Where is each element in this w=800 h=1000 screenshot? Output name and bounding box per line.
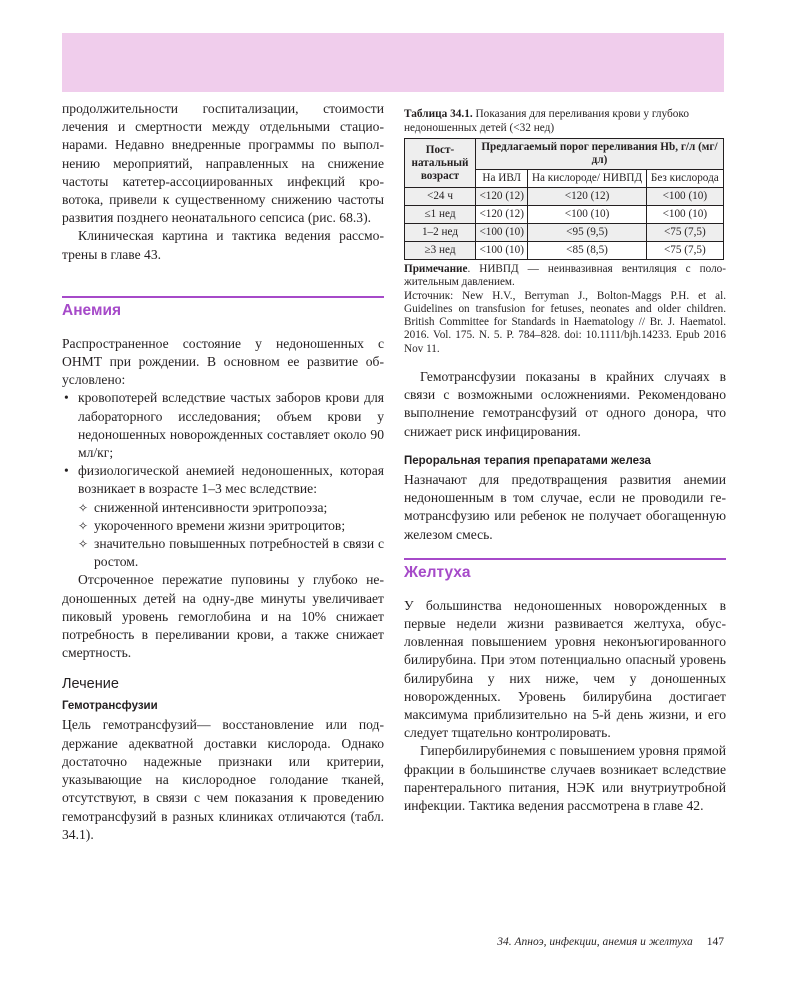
table-caption — [404, 108, 726, 135]
table-cell: <100 (10) — [528, 206, 646, 224]
table-cell: <120 (12) — [476, 206, 528, 224]
list-item: • кровопотерей вследствие частых заборов крови для лабораторного исследования; объем крови у недоношенных новорожденных составляет около 90 мл/кг; — [62, 389, 384, 462]
table-cell-age: ≥3 нед — [405, 242, 476, 260]
table-cell: <75 (7,5) — [646, 224, 723, 242]
table-cell: <100 (10) — [476, 224, 528, 242]
jaundice-paragraph-1: У большинства недоношенных новорожденных в первые недели жизни развивается желтуха, обусловленная повышением уровня неконъюгированного билирубина. При этом потенциально опасный уровень билирубина у них ниже, чем у доношенных новорожденных. Уровень билирубина достигает максимума приблизительно на 5-й день жизни, и его следует тщательно контролировать. — [404, 597, 726, 741]
extreme-cases-paragraph: Гемотрансфузии показаны в крайних случаях в связи с возможными осложнениями. Рекомендовано выполнение гемотрансфузий от одного донора, что снижает риск инфицирования. — [404, 369, 726, 439]
table-row — [405, 188, 724, 206]
table-cell: <95 (9,5) — [528, 224, 646, 242]
anemia-subcauses-list — [78, 499, 384, 572]
footer-chapter: 34. Апноэ, инфекции, анемия и желтуха — [497, 936, 693, 948]
table-note-label: Примечание — [404, 263, 468, 275]
sub-list-item: ✧ укороченного времени жизни эритроцитов; — [78, 517, 384, 535]
table-subheader: На ИВЛ — [476, 170, 528, 188]
table-cell: <75 (7,5) — [646, 242, 723, 260]
table-caption-label: Таблица 34.1. — [404, 108, 473, 120]
transfusion-paragraph: Цель гемотрансфузий— восстановление или поддержание адекватной доставки кислорода. Однако достаточно надежные признаки или критерии, указывающие на кислородное голодание тканей, отсутствуют, в связи с чем показания к проведению гемотрансфузий в разных клиниках отличаются (табл. 34.1). — [62, 717, 384, 842]
table-cell: <85 (8,5) — [528, 242, 646, 260]
table-row — [405, 242, 724, 260]
page-footer — [497, 936, 724, 948]
table-caption-text: Показания для переливания крови у глубоко недоношенных детей (<32 нед) — [404, 108, 689, 134]
iron-therapy-heading: Пероральная терапия препаратами железа — [404, 454, 651, 467]
table-cell-age: <24 ч — [405, 188, 476, 206]
table-cell: <120 (12) — [528, 188, 646, 206]
treatment-heading: Лечение — [62, 676, 119, 693]
transfusion-threshold-table — [404, 138, 724, 260]
table-note — [404, 263, 726, 290]
anemia-causes-list — [62, 389, 384, 571]
table-cell-age: ≤1 нед — [405, 206, 476, 224]
iron-therapy-paragraph: Назначают для предотвращения развития анемии недоношенным в том случае, если не проводили гемотрансфузию или ребенок не получает обогащенную железом смесь. — [404, 471, 726, 542]
table-subheader: На кислороде/ НИВПД — [528, 170, 646, 188]
intro-paragraph: продолжительности госпитализации, стоимости лечения и смертности между отдельными стационарами. Недавно внедренные программы по выполнению мероприятий, направленных на снижение частоты катетер-ассоциированных инфекций кровотока, привели к существенному снижению частоты развития позднего неонатального сепсиса (рис. 68.3). — [62, 101, 384, 226]
jaundice-paragraph-2: Гипербилирубинемия с повышением уровня прямой фракции в большинстве случаев возникает вследствие парентерального питания, НЭК или внутриутробной инфекции. Тактика ведения рассмотрена в главе 42. — [404, 743, 726, 813]
table-cell-age: 1–2 нед — [405, 224, 476, 242]
header-band — [62, 33, 724, 92]
sub-list-item: ✧ сниженной интенсивности эритропоэза; — [78, 499, 384, 517]
clinical-paragraph: Клиническая картина и тактика ведения рассмотрены в главе 43. — [62, 228, 384, 262]
anemia-heading: Анемия — [62, 296, 384, 323]
sub-list-item: ✧ значительно повышенных потребностей в связи с ростом. — [78, 535, 384, 571]
table-cell: <100 (10) — [476, 242, 528, 260]
list-item-text: физиологической анемией недоношенных, которая возникает в возрасте 1–3 мес вследствие: — [78, 463, 384, 497]
table-note-text: . НИВПД — неинвазивная вентиляция с положительным давлением. — [404, 263, 726, 289]
cord-clamping-paragraph: Отсроченное пережатие пуповины у глубоко недоношенных детей на одну-две минуты увеличивает пиковый уровень гемоглобина и на 10% снижает потребность в переливании крови, а также снижает смертность. — [62, 572, 384, 661]
list-item — [62, 462, 384, 571]
transfusion-heading: Гемотрансфузии — [62, 700, 158, 713]
table-cell: <100 (10) — [646, 206, 723, 224]
table-cell: <120 (12) — [476, 188, 528, 206]
page-number: 147 — [706, 936, 724, 948]
table-row — [405, 224, 724, 242]
jaundice-heading: Желтуха — [404, 558, 726, 585]
anemia-intro: Распространенное состояние у недоношенных с ОНМТ при рождении. В основном ее развитие обусловлено: — [62, 335, 384, 388]
table-header-age: Постнатальный возраст — [405, 139, 476, 188]
table-header-threshold: Предлагаемый порог переливания Hb, г/л (мг/дл) — [476, 139, 724, 170]
left-column — [62, 100, 384, 844]
table-subheader: Без кислорода — [646, 170, 723, 188]
table-cell: <100 (10) — [646, 188, 723, 206]
right-column — [404, 108, 726, 815]
table-row — [405, 206, 724, 224]
table-source: Источник: New H.V., Berryman J., Bolton-Maggs P.H. et al. Guidelines on transfusion for fetuses, neonates and older children. British Committee for Standards in Haematology // Br. J. Haematol. 2016. Vol. 175. N. 5. P. 784–828. doi: 10.1111/bjh.14233. Epub 2016 Nov 11. — [404, 289, 726, 355]
